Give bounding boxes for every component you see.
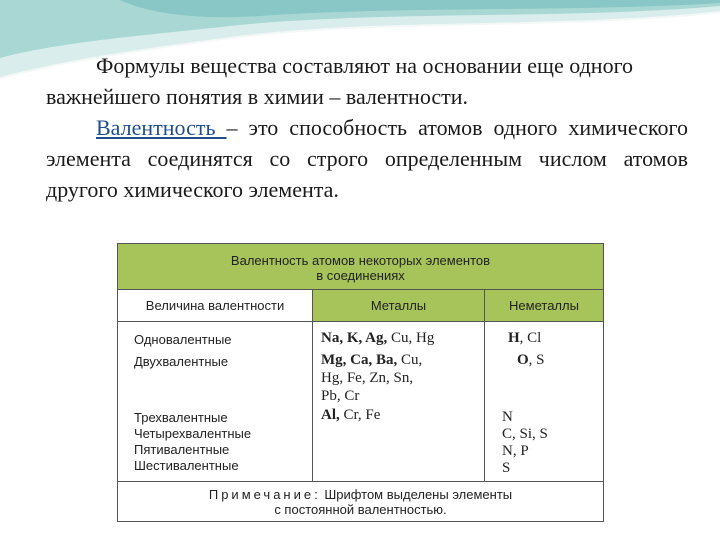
nonmetals-di-bold: O (517, 352, 529, 368)
metals-column (313, 322, 485, 482)
definition-text: – это способность атомов одного химического элемента соединятся со строго определенным числом атомов другого химического элемента. (46, 115, 689, 202)
metals-mono-plain: Cu, Hg (387, 330, 435, 346)
metals-tri-bold: Al, (321, 407, 340, 423)
definition-paragraph (46, 112, 688, 205)
table-title-line1: Валентность атомов некоторых элементов (230, 253, 491, 268)
metals-mono-bold: Na, K, Ag, (321, 330, 388, 346)
nonmetals-mono-plain: , Cl (519, 330, 542, 346)
metals-di-line3: Pb, Cr (321, 388, 360, 404)
nonmetals-mono (508, 330, 541, 347)
metals-di-plain: Cu, (397, 352, 423, 368)
metals-di-bold: Mg, Ca, Ba, (321, 352, 398, 368)
nonmetals-tetra: C, Si, S (502, 426, 548, 442)
table-header-row (118, 290, 603, 322)
metals-di-line2: Hg, Fe, Zn, Sn, (321, 370, 414, 386)
table-title (118, 244, 603, 290)
metals-di (321, 352, 481, 369)
note-text: Шрифтом выделены элементы (320, 487, 513, 502)
nonmetals-di-plain: , S (528, 352, 545, 368)
label-penta: Пятивалентные (134, 442, 230, 457)
nonmetals-column (485, 322, 603, 482)
label-di: Двухвалентные (134, 354, 229, 369)
content-text (46, 50, 688, 205)
nonmetals-tri: N (502, 409, 513, 425)
label-tetra: Четырехвалентные (134, 426, 252, 441)
metals-mono (321, 330, 481, 347)
note-line2: с постоянной валентностью. (274, 502, 447, 517)
note-word: Примечание: (208, 487, 321, 502)
table-title-line2: в соединениях (316, 268, 405, 283)
metals-tri (321, 407, 481, 424)
metals-tri-plain: Cr, Fe (339, 407, 381, 423)
valence-column (118, 322, 313, 482)
header-valence: Величина валентности (118, 290, 313, 321)
nonmetals-penta: N, P (502, 443, 529, 459)
label-mono: Одновалентные (134, 332, 232, 347)
nonmetals-hexa: S (502, 460, 511, 476)
note-line1 (118, 487, 603, 502)
label-tri: Трехвалентные (134, 410, 228, 425)
header-nonmetals: Неметаллы (485, 290, 603, 321)
nonmetals-mono-bold: H (508, 330, 520, 346)
valence-table (117, 243, 604, 522)
table-note (118, 483, 603, 521)
header-metals: Металлы (313, 290, 485, 321)
valence-term-link[interactable]: Валентность (96, 115, 227, 140)
nonmetals-di (517, 352, 545, 369)
intro-paragraph: Формулы вещества составляют на основании еще одного важнейшего понятия в химии – валентности. (46, 53, 634, 109)
table-body (118, 322, 603, 482)
label-hexa: Шестивалентные (134, 458, 239, 473)
